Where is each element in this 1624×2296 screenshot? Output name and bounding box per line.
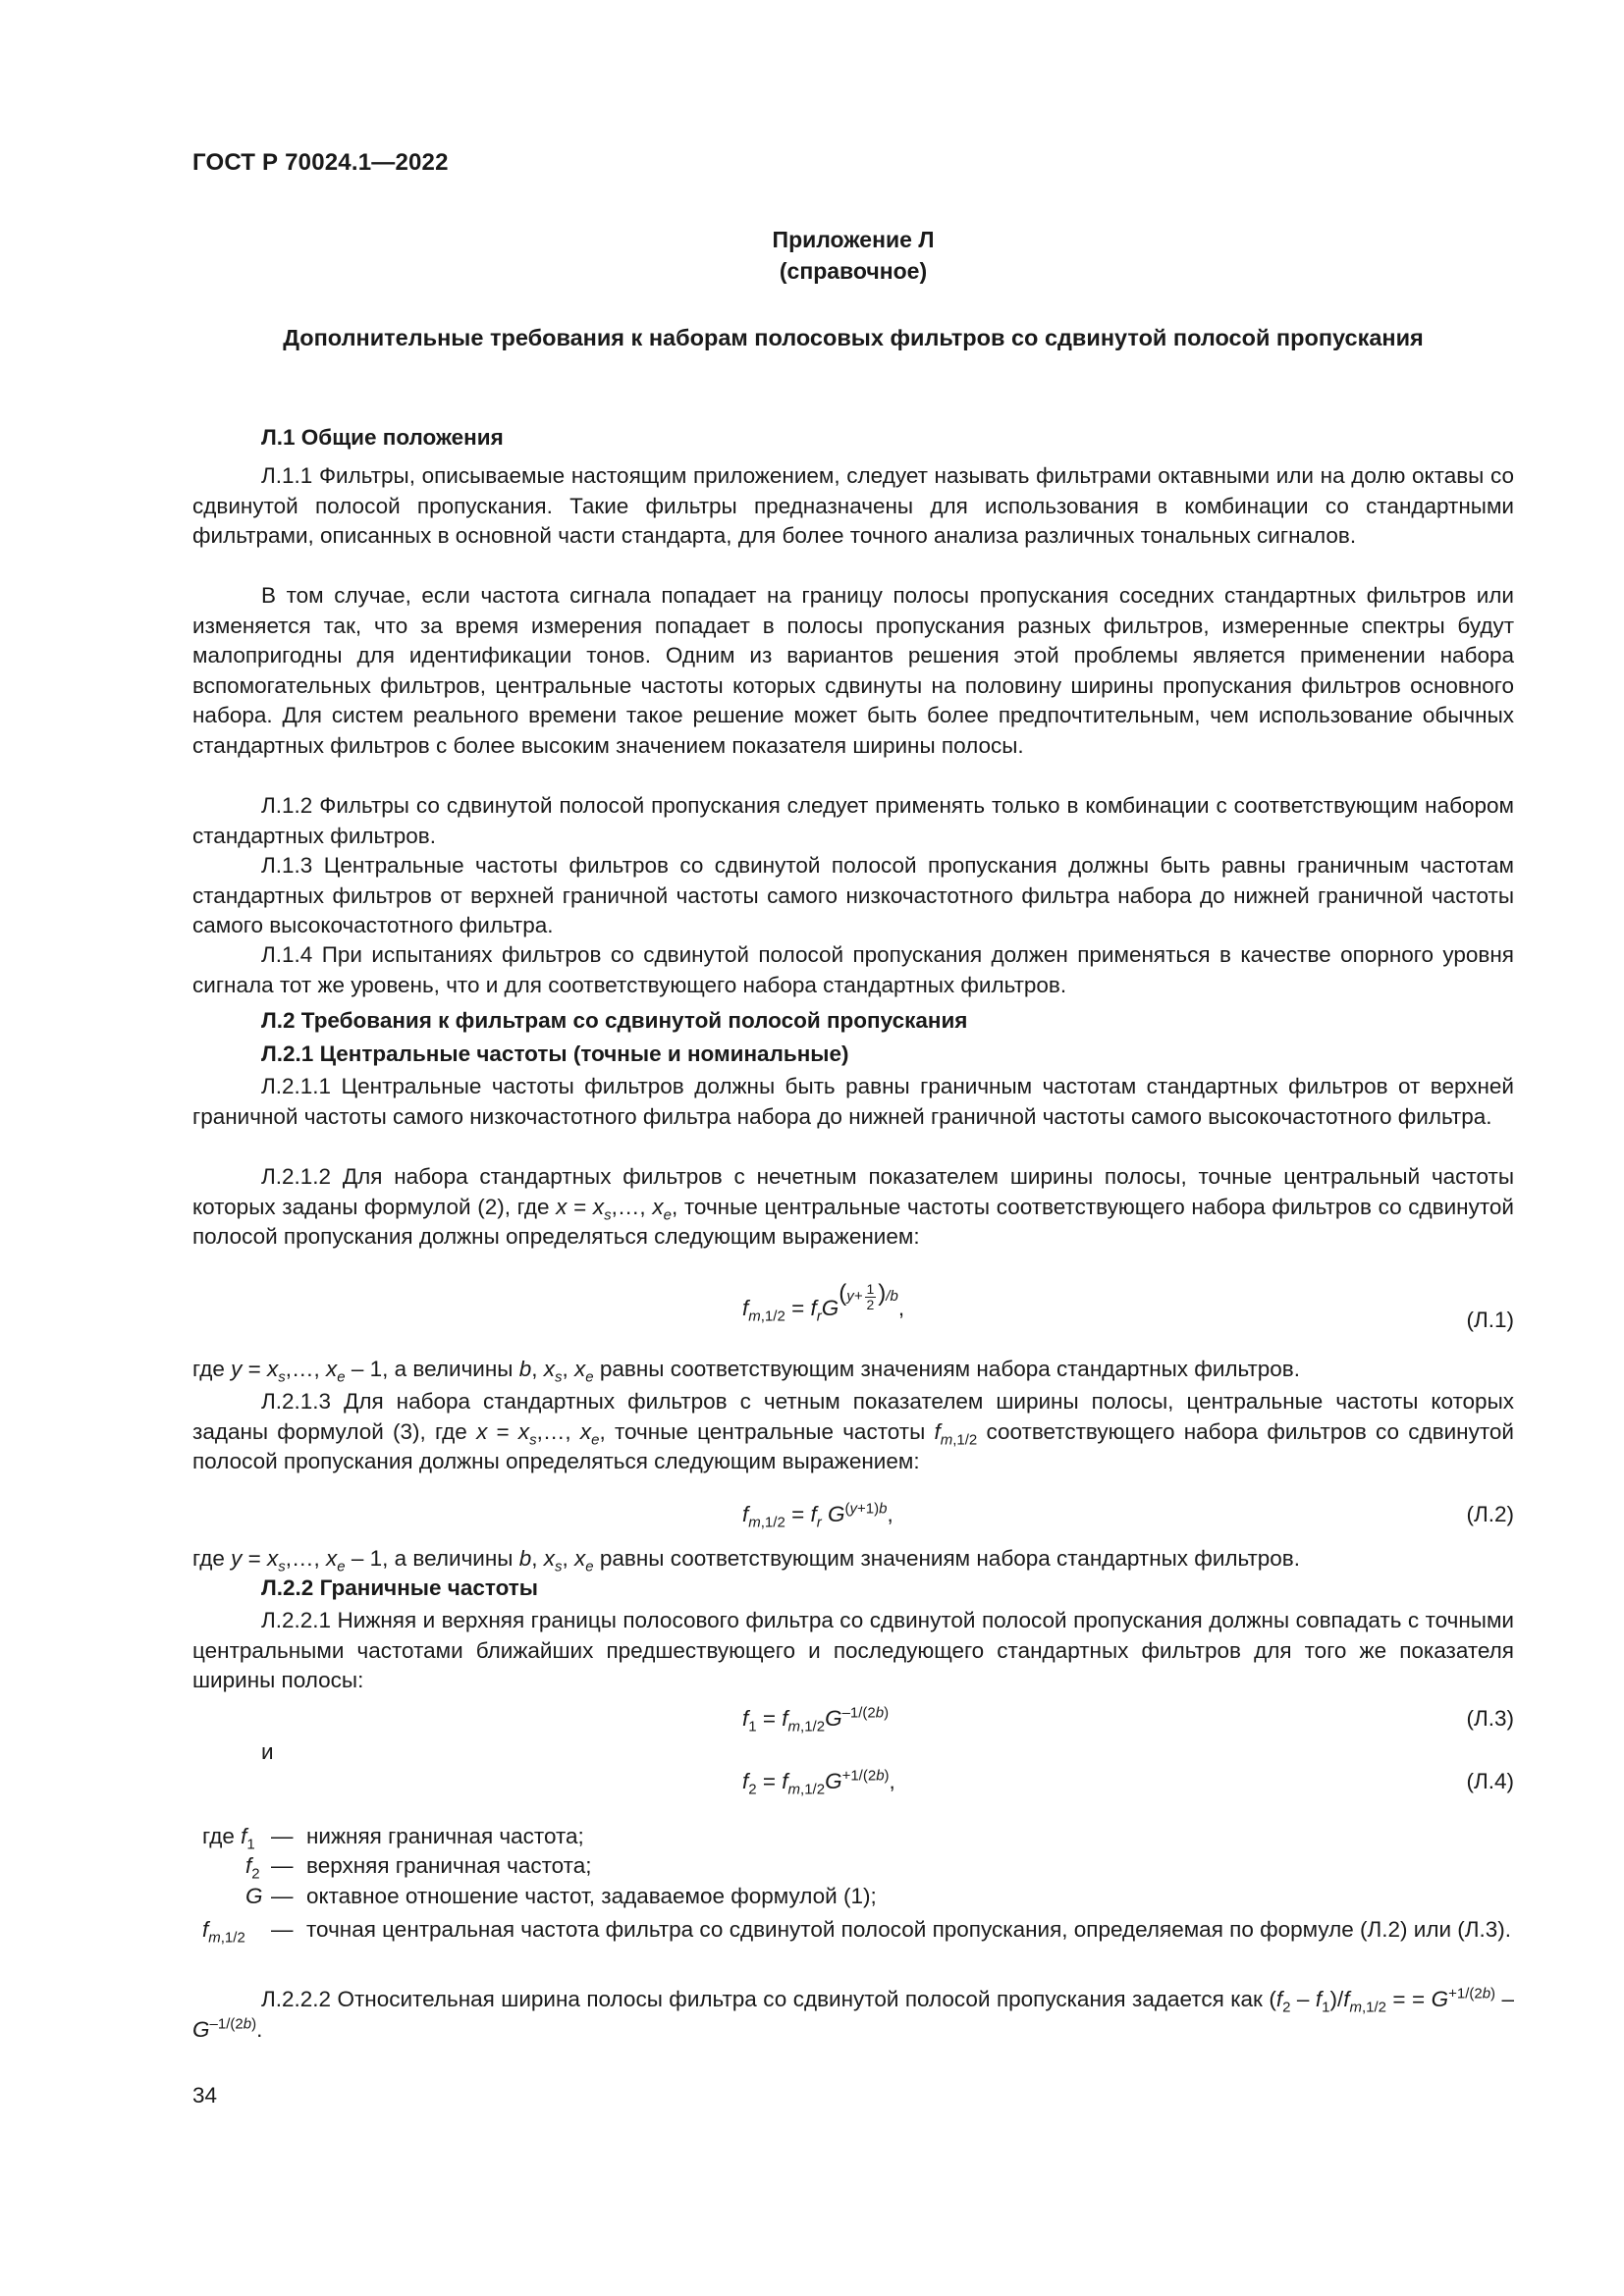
para-l111-2: В том случае, если частота сигнала попадает на границу полосы пропускания соседних стандартных фильтров или изменяется так, что за время измерения попадает в полосы пропускания разных фильтров, измеренные спектры будут малопригодны для идентификации тонов. Одним из вариантов решения этой проблемы является применении набора вспомогательных фильтров, центральные частоты которых сдвинуты на половину ширины пропускания фильтров основного набора. Для систем реального времени такое решение может быть более предпочтительным, чем использование обычных стандартных фильтров с более высоким значением показателя ширины полосы.: [192, 583, 1514, 758]
definition-text: точная центральная частота фильтра со сдвинутой полосой пропускания, определяемая по формуле (Л.2) или (Л.3).: [306, 1917, 1512, 1942]
where-y-2: где $y = x_s,\dots$, $x_e - 1$, а величины b, $x_s$, $x_e$ равны соответствующим значениям набора стандартных фильтров.: [192, 1546, 1301, 1575]
para-l212-a: Л.2.1.2 Для набора стандартных фильтров с нечетным показателем ширины полосы, точные центральный частоты которых заданы формулой (2), где: [192, 1164, 1514, 1219]
appendix-kind: (справочное): [779, 258, 928, 284]
equation-l3: $f_1 = f_{m,1/2}G^{-1/(2b)}$: [742, 1704, 890, 1735]
definition-item: $f_2$: [245, 1853, 260, 1883]
equation-l1: $f_{m,1/2} = f_rG^{(y+ \frac{1}{2} )/b}$,: [742, 1280, 905, 1325]
where-y-1: где $y = x_s,\dots$, $x_e - 1$, а величины b, $x_s$, $x_e$ равны соответствующим значениям набора стандартных фильтров.: [192, 1357, 1301, 1386]
para-l111: Л.1.1 Фильтры, описываемые настоящим приложением, следует называть фильтрами октавными или на долю октавы со сдвинутой полосой пропускания. Такие фильтры предназначены для использования в комбинации со стандартными фильтрами, описанных в основной части стандарта, для более точного анализа различных тональных сигналов.: [192, 463, 1514, 548]
para-l113: Л.1.3 Центральные частоты фильтров со сдвинутой полосой пропускания должны быть равны граничным частотам стандартных фильтров от верхней граничной частоты самого низкочастотного фильтра набора до нижней граничной частоты самого высокочастотного фильтра.: [192, 853, 1514, 937]
definition-dash: —: [271, 1824, 294, 1848]
definition-text: верхняя граничная частота;: [306, 1853, 592, 1878]
equation-l2-number: (Л.2): [1466, 1502, 1514, 1526]
equation-l4-number: (Л.4): [1466, 1769, 1514, 1793]
equation-l4: $f_2 = f_{m,1/2}G^{+1/(2b)}$,: [742, 1767, 895, 1798]
para-l221: Л.2.2.1 Нижняя и верхняя границы полосового фильтра со сдвинутой полосой пропускания должны совпадать с точными центральными частотами ближайших предшествующего и последующего стандартных фильтров для того же показателя ширины полосы:: [192, 1608, 1514, 1692]
para-l212: Л.2.1.2 Для набора стандартных фильтров с нечетным показателем ширины полосы, точные центральный частоты которых заданы формулой (2), где $x = x_s,\dots$, $x_e$, точные центральные частоты соответствующего набора фильтров со сдвинутой полосой пропускания должны определяться следующим выражением:: [192, 1164, 1514, 1249]
section-l22-heading: Л.2.2 Граничные частоты: [261, 1575, 539, 1600]
para-l222: Л.2.2.2 Относительная ширина полосы фильтра со сдвинутой полосой пропускания задается как $(f_2 - f_1)/f_{m,1/2}$ = = $G^{+1/(2b)} - G^{-1/(2b)}$.: [192, 1985, 1514, 2042]
equation-l1-number: (Л.1): [1466, 1308, 1514, 1332]
definition-dash: —: [271, 1917, 294, 1942]
para-l114: Л.1.4 При испытаниях фильтров со сдвинутой полосой пропускания должен применяться в качестве опорного уровня сигнала тот же уровень, что и для соответствующего набора стандартных фильтров.: [192, 942, 1514, 997]
section-l1-heading: Л.1 Общие положения: [261, 425, 504, 450]
section-l21-heading: Л.2.1 Центральные частоты (точные и номинальные): [261, 1041, 849, 1066]
appendix-name: Приложение Л: [772, 227, 935, 252]
para-l211: Л.2.1.1 Центральные частоты фильтров должны быть равны граничным частотам стандартных фильтров от верхней граничной частоты самого низкочастотного фильтра набора до нижней граничной частоты самого высокочастотного фильтра.: [192, 1074, 1514, 1129]
appendix-title: Дополнительные требования к наборам полосовых фильтров со сдвинутой полосой пропускания: [283, 325, 1424, 350]
para-l112: Л.1.2 Фильтры со сдвинутой полосой пропускания следует применять только в комбинации с соответствующим набором стандартных фильтров.: [192, 793, 1514, 848]
standard-header: ГОСТ Р 70024.1—2022: [192, 149, 449, 176]
definition-item: G: [245, 1884, 263, 1908]
para-l213: Л.2.1.3 Для набора стандартных фильтров с четным показателем ширины полосы, центральные частоты которых заданы формулой (3), где $x = x_s,\dots$, $x_e$, точные центральные частоты $f_{m,1/2}$ соответствующего набора фильтров со сдвинутой полосой пропускания должны определяться следующим выражением:: [192, 1389, 1514, 1473]
definition-item: $f_{m,1/2}$: [202, 1917, 245, 1947]
section-l2-heading: Л.2 Требования к фильтрам со сдвинутой полосой пропускания: [261, 1008, 968, 1033]
page-number: 34: [192, 2083, 218, 2108]
definition-item: где $f_1$: [202, 1824, 255, 1853]
equation-l3-number: (Л.3): [1466, 1706, 1514, 1731]
definition-dash: —: [271, 1853, 294, 1878]
equation-l2: $f_{m,1/2} = f_r$ $G^{(y+1)b}$,: [742, 1500, 893, 1531]
para-l212-b: , точные центральные частоты соответствующего набора фильтров со сдвинутой полосой пропускания должны определяться следующим выражением:: [192, 1194, 1514, 1249]
definition-text: октавное отношение частот, задаваемое формулой (1);: [306, 1884, 877, 1908]
definition-text: нижняя граничная частота;: [306, 1824, 584, 1848]
conjunction-and: и: [261, 1739, 274, 1764]
definition-dash: —: [271, 1884, 294, 1908]
